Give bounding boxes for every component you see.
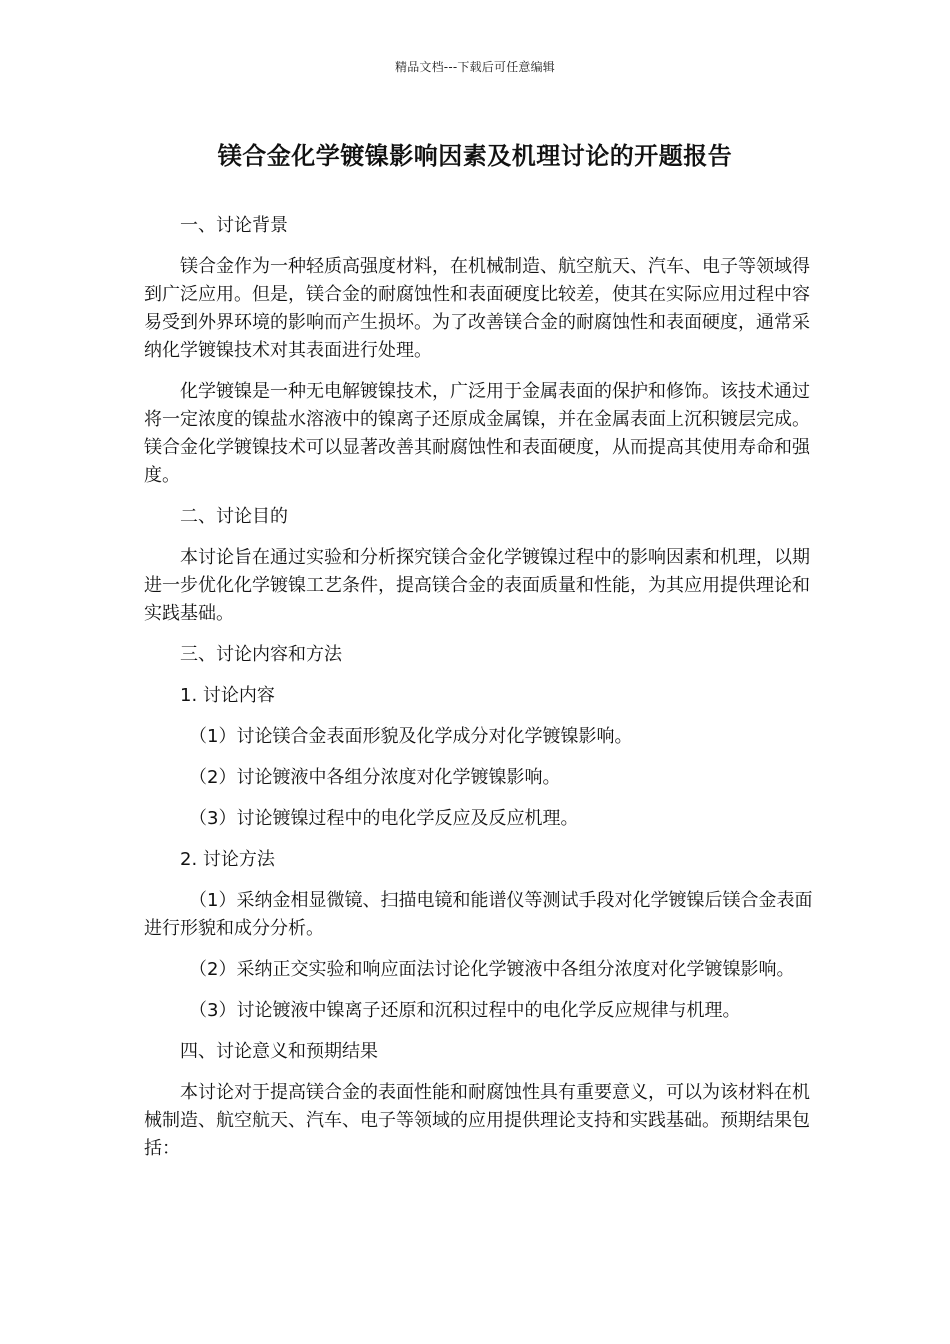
- subheading-content: 1. 讨论内容: [180, 685, 275, 706]
- section-heading-content-methods: 三、讨论内容和方法: [180, 644, 342, 665]
- list-item-method: （3）讨论镀液中镍离子还原和沉积过程中的电化学反应规律与机理。: [189, 1000, 741, 1021]
- list-item-method: （1）采纳金相显微镜、扫描电镜和能谱仪等测试手段对化学镀镍后镁合金表面进行形貌和成分分析。: [144, 890, 813, 939]
- paragraph-purpose: 本讨论旨在通过实验和分析探究镁合金化学镀镍过程中的影响因素和机理，以期进一步优化化学镀镍工艺条件，提高镁合金的表面质量和性能，为其应用提供理论和实践基础。: [144, 547, 810, 624]
- list-item-method: （2）采纳正交实验和响应面法讨论化学镀液中各组分浓度对化学镀镍影响。: [189, 959, 795, 980]
- header-note: 精品文档---下载后可任意编辑: [395, 60, 555, 74]
- document-body: [144, 212, 816, 1176]
- subheading-methods: 2. 讨论方法: [180, 849, 275, 870]
- paragraph-significance: 本讨论对于提高镁合金的表面性能和耐腐蚀性具有重要意义，可以为该材料在机械制造、航空航天、汽车、电子等领域的应用提供理论支持和实践基础。预期结果包括：: [144, 1082, 810, 1159]
- section-heading-purpose: 二、讨论目的: [180, 506, 288, 527]
- section-heading-background: 一、讨论背景: [180, 215, 288, 236]
- section-heading-significance: 四、讨论意义和预期结果: [180, 1041, 378, 1062]
- paragraph-background-1: 镁合金作为一种轻质高强度材料，在机械制造、航空航天、汽车、电子等领域得到广泛应用。但是，镁合金的耐腐蚀性和表面硬度比较差，使其在实际应用过程中容易受到外界环境的影响而产生损坏。为了改善镁合金的耐腐蚀性和表面硬度，通常采纳化学镀镍技术对其表面进行处理。: [144, 256, 810, 361]
- list-item-content: （2）讨论镀液中各组分浓度对化学镀镍影响。: [189, 767, 561, 788]
- document-title: 镁合金化学镀镍影响因素及机理讨论的开题报告: [217, 142, 733, 170]
- list-item-content: （3）讨论镀镍过程中的电化学反应及反应机理。: [189, 808, 579, 829]
- paragraph-background-2: 化学镀镍是一种无电解镀镍技术，广泛用于金属表面的保护和修饰。该技术通过将一定浓度的镍盐水溶液中的镍离子还原成金属镍，并在金属表面上沉积镀层完成。镁合金化学镀镍技术可以显著改善其耐腐蚀性和表面硬度，从而提高其使用寿命和强度。: [144, 381, 810, 486]
- list-item-content: （1）讨论镁合金表面形貌及化学成分对化学镀镍影响。: [189, 726, 633, 747]
